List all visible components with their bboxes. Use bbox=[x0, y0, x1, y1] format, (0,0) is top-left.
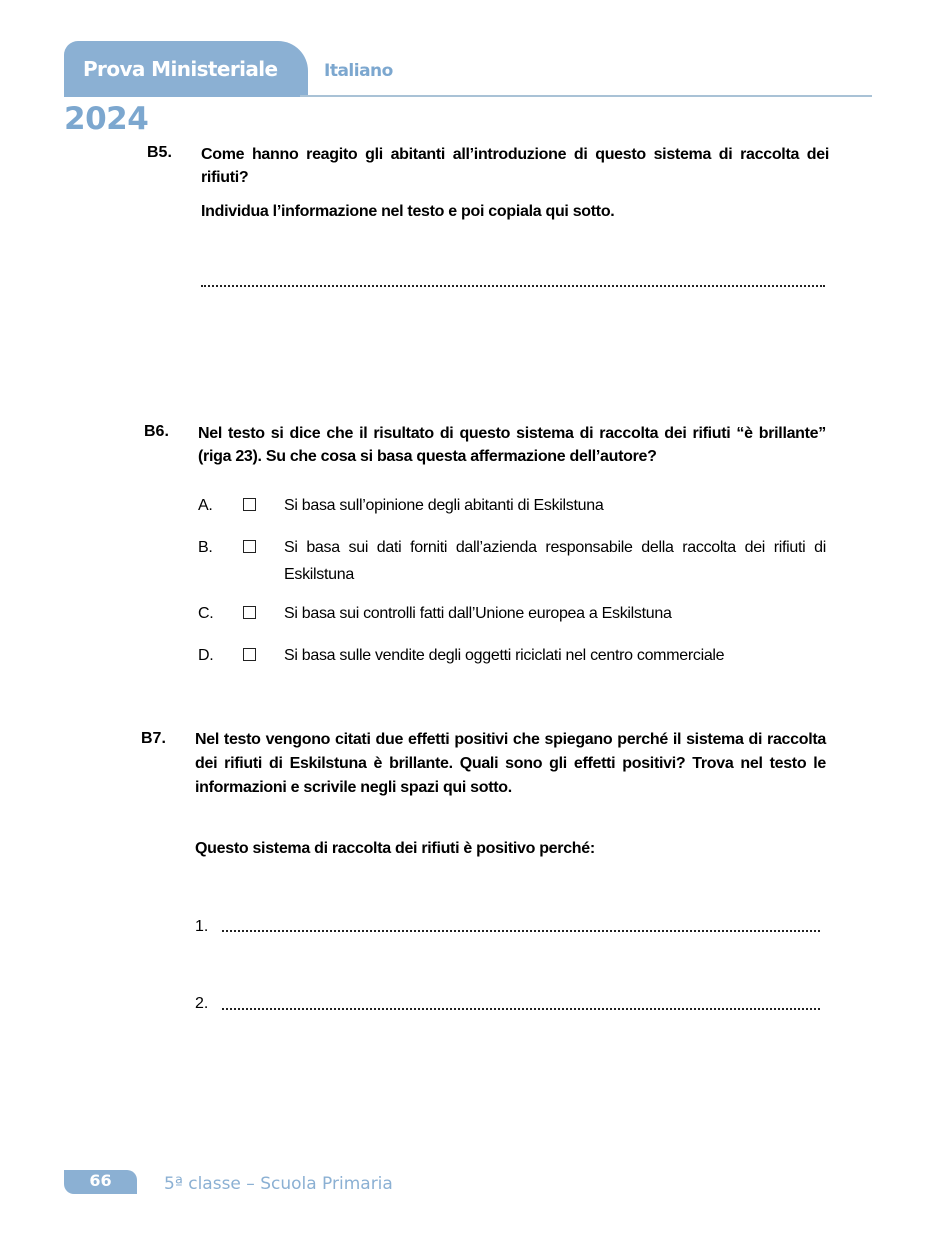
question-instruction: Questo sistema di raccolta dei rifiuti è positivo perché: bbox=[195, 840, 595, 857]
answer-number: 1. bbox=[195, 918, 209, 935]
option-c[interactable] bbox=[198, 600, 828, 627]
option-text: Si basa sulle vendite degli oggetti riciclati nel centro commerciale bbox=[284, 647, 725, 664]
option-d[interactable] bbox=[198, 642, 828, 696]
answer-line[interactable] bbox=[222, 930, 820, 932]
checkbox-icon[interactable] bbox=[243, 648, 256, 661]
page-number: 66 bbox=[89, 1171, 112, 1190]
option-letter: D. bbox=[198, 647, 214, 664]
header-divider bbox=[300, 95, 872, 97]
page-number-badge bbox=[64, 1170, 137, 1194]
option-b[interactable] bbox=[198, 534, 828, 588]
question-text: Nel testo si dice che il risultato di questo sistema di raccolta dei rifiuti “è brillante” (riga 23). Su che cosa si basa questa affermazione dell’autore? bbox=[198, 425, 826, 465]
option-a[interactable] bbox=[198, 492, 828, 519]
question-text: Come hanno reagito gli abitanti all’introduzione di questo sistema di raccolta dei rifiuti? bbox=[201, 146, 829, 186]
footer-label: 5ª classe – Scuola Primaria bbox=[164, 1174, 393, 1194]
question-number: B6. bbox=[144, 423, 169, 440]
header-title: Prova Ministeriale bbox=[83, 57, 278, 81]
checkbox-icon[interactable] bbox=[243, 498, 256, 511]
question-instruction: Individua l’informazione nel testo e poi copiala qui sotto. bbox=[201, 203, 615, 220]
option-text: Si basa sui dati forniti dall’azienda responsabile della raccolta dei rifiuti di Eskilstuna bbox=[284, 539, 826, 583]
checkbox-icon[interactable] bbox=[243, 540, 256, 553]
option-letter: B. bbox=[198, 539, 213, 556]
option-text: Si basa sull’opinione degli abitanti di Eskilstuna bbox=[284, 497, 604, 514]
header-tab-base bbox=[64, 80, 308, 97]
option-letter: C. bbox=[198, 605, 214, 622]
header-subject: Italiano bbox=[324, 61, 393, 81]
answer-number: 2. bbox=[195, 995, 209, 1012]
option-letter: A. bbox=[198, 497, 213, 514]
question-number: B5. bbox=[147, 144, 172, 161]
checkbox-icon[interactable] bbox=[243, 606, 256, 619]
answer-line[interactable] bbox=[222, 1008, 820, 1010]
question-text: Nel testo vengono citati due effetti positivi che spiegano perché il sistema di raccolta dei rifiuti di Eskilstuna è brillante. Quali sono gli effetti positivi? Trova nel testo le informazioni e scrivile negli spazi qui sotto. bbox=[195, 731, 826, 796]
answer-line[interactable] bbox=[201, 285, 825, 287]
header-year: 2024 bbox=[64, 101, 149, 137]
question-number: B7. bbox=[141, 730, 166, 747]
option-text: Si basa sui controlli fatti dall’Unione europea a Eskilstuna bbox=[284, 605, 672, 622]
